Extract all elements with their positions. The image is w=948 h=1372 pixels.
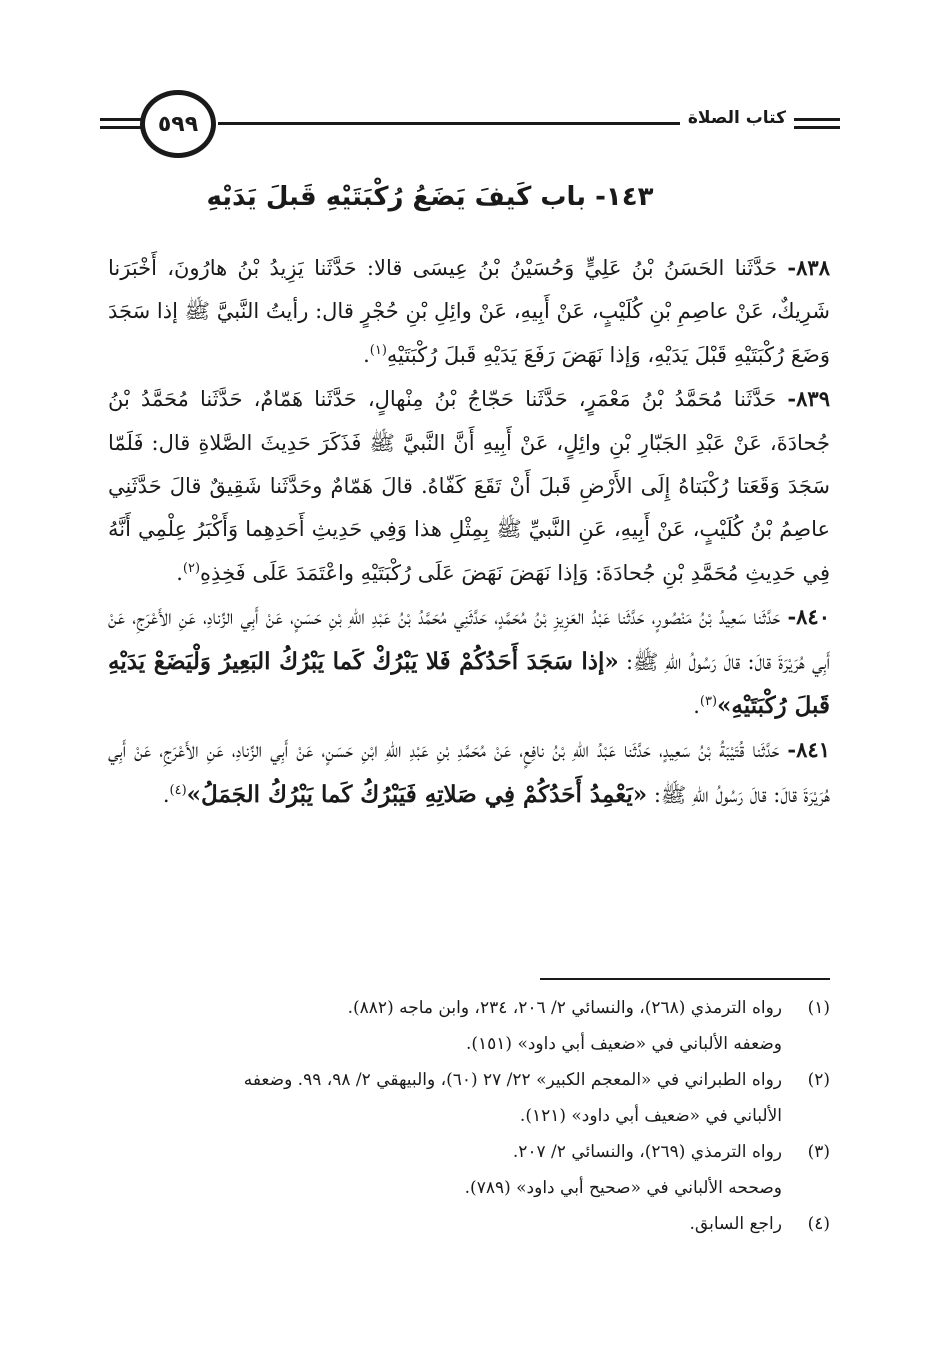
footnote-ref: (٣) <box>699 694 718 710</box>
footnote-text <box>108 1206 782 1242</box>
hadith-end: . <box>693 694 700 719</box>
hadith-text: حَدَّثَنا الحَسَنُ بْنُ عَلِيٍّ وَحُسَيْنُ بْنُ عِيسَى قالا: حَدَّثَنا يَزِيدُ بْنُ هارُونَ، أَخْبَرَنا شَرِيكٌ، عَنْ عاصِمِ بْنِ كُلَيْبٍ، عَنْ أَبِيهِ، عَنْ وائِلِ بْنِ حُجْرٍ قال: رأيتُ النَّبيَّ ﷺ إذا سَجَدَ وَضَعَ رُكْبَتَيْهِ قَبْلَ يَدَيْهِ، وَإذا نَهَضَ رَفَعَ يَدَيْهِ قَبلَ رُكْبَتَيْهِ <box>108 256 830 367</box>
footnote-line: رواه الترمذي (٢٦٩)، والنسائي ٢/ ٢٠٧. <box>512 1142 782 1162</box>
footnote-line: الألباني في «ضعيف أبي داود» (١٢١). <box>519 1106 782 1126</box>
footnote-separator <box>540 978 830 980</box>
footnote-number: (٢) <box>807 1070 830 1090</box>
footnote-line: رواه الترمذي (٢٦٨)، والنسائي ٢/ ٢٠٦، ٢٣٤، وابن ماجه (٨٨٢). <box>347 998 782 1018</box>
hadith-839 <box>108 377 830 595</box>
footnote-2 <box>108 1062 830 1134</box>
main-text <box>108 246 830 817</box>
footnote-1 <box>108 990 830 1062</box>
prophetic-quote: «إذا سَجَدَ أَحَدُكُمْ فَلا يَبْرُكْ كَما يَبْرُكُ البَعِيرُ وَلْيَضَعْ يَدَيْهِ قَبلَ رُكْبَتَيْهِ» <box>108 647 830 720</box>
footnote-line: رواه الطبراني في «المعجم الكبير» ٢٢/ ٢٧ (٦٠)، والبيهقي ٢/ ٩٨، ٩٩. وضعفه <box>243 1070 782 1090</box>
chapter-title: ١٤٣- باب كَيفَ يَضَعُ رُكْبَتَيْهِ قَبلَ يَدَيْهِ <box>206 182 654 212</box>
footnote-4 <box>108 1206 830 1242</box>
header-rule-right-top <box>794 118 840 121</box>
footnote-3 <box>108 1134 830 1206</box>
header-rule-left-bottom <box>100 126 142 129</box>
hadith-838 <box>108 246 830 377</box>
hadith-840 <box>108 595 830 728</box>
footnote-ref: (٢) <box>182 560 201 576</box>
footnote-number: (١) <box>807 998 830 1018</box>
hadith-841 <box>108 728 830 817</box>
footnote-line: وصححه الألباني في «صحيح أبي داود» (٧٨٩). <box>464 1178 782 1198</box>
footnote-line: وضعفه الألباني في «ضعيف أبي داود» (١٥١). <box>465 1034 782 1054</box>
footnotes <box>108 990 830 1242</box>
footnote-line: راجع السابق. <box>689 1214 782 1234</box>
footnote-number: (٣) <box>807 1142 830 1162</box>
footnote-number: (٤) <box>807 1214 830 1234</box>
header-rule-left-top <box>100 118 142 121</box>
hadith-number: ٨٣٩- <box>787 386 830 412</box>
hadith-end: . <box>162 782 170 807</box>
footnote-text <box>108 1134 782 1206</box>
hadith-text: حَدَّثَنا قُتَيْبَةُ بْنُ سَعِيدٍ، حَدَّثَنا عَبْدُ اللهِ بْنُ نافِعٍ، عَنْ مُحَمَّدِ بْنِ عَبْدِ اللهِ ابْنِ حَسَنٍ، عَنْ أَبِي الزِّنادِ، عَنِ الأَعْرَجِ، عَنْ أَبِي هُرَيْرَةَ قالَ: قالَ رَسُولُ اللهِ ﷺ: <box>108 738 830 807</box>
hadith-number: ٨٣٨- <box>787 255 830 280</box>
hadith-text: حَدَّثَنا سَعِيدُ بْنُ مَنْصُورٍ، حَدَّثَنا عَبْدُ العَزِيزِ بْنُ مُحَمَّدٍ، حَدَّثَنِي مُحَمَّدُ بْنُ عَبْدِ اللهِ بْنِ حَسَنٍ، عَنْ أَبِي الزِّنادِ، عَنِ الأَعْرَجِ، عَنْ أَبِي هُرَيْرَةَ قالَ: قالَ رَسُولُ اللهِ ﷺ: <box>108 605 830 674</box>
page-header <box>100 88 840 168</box>
prophetic-quote: «يَعْمِدُ أَحَدُكُمْ فِي صَلاتِهِ فَيَبْرُكُ كَما يَبْرُكُ الجَمَلُ» <box>186 780 648 808</box>
running-title: كتاب الصلاة <box>682 108 792 128</box>
header-rule-center <box>218 122 680 125</box>
footnote-text <box>108 990 782 1062</box>
hadith-end: . <box>176 560 183 585</box>
page-number: ٥٩٩ <box>140 90 216 158</box>
footnote-ref: (١) <box>369 342 387 358</box>
hadith-number: ٨٤١- <box>787 737 830 763</box>
footnote-ref: (٤) <box>169 782 187 798</box>
hadith-end: . <box>363 342 370 367</box>
header-rule-right-bottom <box>794 126 840 129</box>
hadith-number: ٨٤٠- <box>787 604 830 630</box>
footnote-text <box>108 1062 782 1134</box>
hadith-text: حَدَّثَنا مُحَمَّدُ بْنُ مَعْمَرٍ، حَدَّثَنا حَجّاجُ بْنُ مِنْهالٍ، حَدَّثَنا هَمّامٌ، حَدَّثَنا مُحَمَّدُ بْنُ جُحادَةَ، عَنْ عَبْدِ الجَبّارِ بْنِ وائِلٍ، عَنْ أَبِيهِ أَنَّ النَّبيَّ ﷺ فَذَكَرَ حَدِيثَ الصَّلاةِ قال: فَلَمّا سَجَدَ وَقَعَتا رُكْبَتاهُ إِلَى الأَرْضِ قَبلَ أَنْ تَقَعَ كَفّاهُ. قالَ هَمّامٌ وحَدَّثَنا شَقِيقٌ قالَ حَدَّثَنِي عاصِمُ بْنُ كُلَيْبٍ، عَنْ أَبِيهِ، عَنِ النَّبيِّ ﷺ بِمِثْلِ هذا وَفِي حَدِيثِ أَحَدِهِما وَأَكْبَرُ عِلْمِي أَنَّهُ فِي حَدِيثِ مُحَمَّدِ بْنِ جُحادَةَ: وَإذا نَهَضَ نَهَضَ عَلَى رُكْبَتَيْهِ واعْتَمَدَ عَلَى فَخِذِهِ <box>108 387 831 585</box>
